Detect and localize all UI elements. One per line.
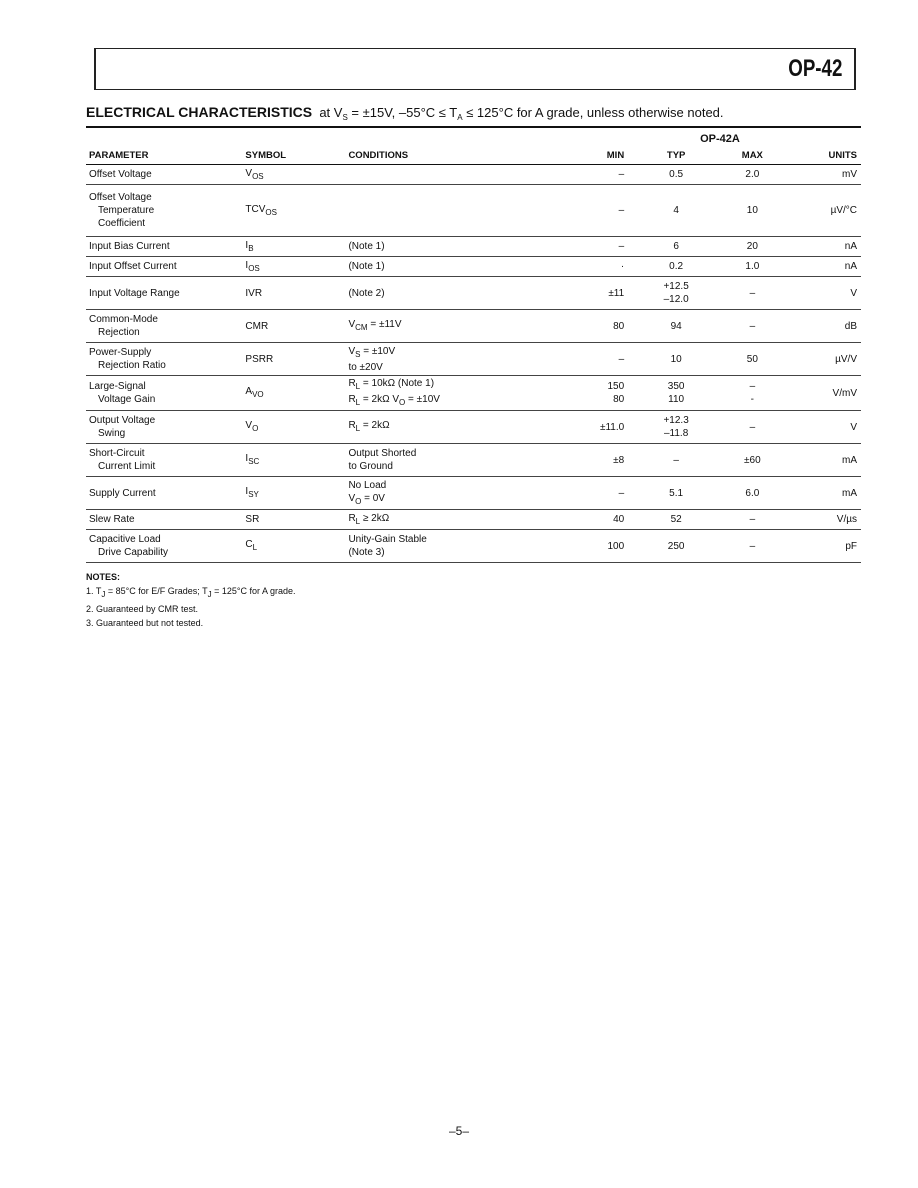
- cell-typ: [636, 411, 717, 444]
- cell-max-value: –: [749, 514, 756, 525]
- symbol-text: PSRR: [245, 353, 274, 365]
- parameter-line: Current Limit: [98, 461, 156, 472]
- cell-typ: [636, 444, 717, 477]
- section-heading: ELECTRICAL CHARACTERISTICS: [86, 104, 313, 120]
- cell-symbol: [242, 411, 345, 444]
- cell-typ-value: –12.0: [663, 294, 689, 305]
- note-item: 2. Guaranteed by CMR test.: [86, 604, 199, 614]
- cell-conditions: [345, 510, 565, 530]
- cell-max-value: ±60: [744, 454, 761, 466]
- table-row: [86, 376, 861, 411]
- cell-typ: [636, 165, 717, 185]
- condition-line: $R_L = 2k\Omega$: [348, 420, 390, 433]
- cell-conditions: [345, 444, 565, 477]
- cell-typ: [636, 310, 717, 343]
- notes: [86, 570, 295, 630]
- cell-max: [717, 530, 789, 563]
- cell-parameter: [86, 444, 242, 477]
- cell-min: [565, 185, 636, 237]
- condition-line: (Note 3): [348, 547, 385, 558]
- cell-conditions: [345, 310, 565, 343]
- symbol-text: C: [245, 539, 253, 550]
- table-row: [86, 310, 861, 343]
- cell-max: [717, 376, 789, 411]
- parameter-line: Offset Voltage: [89, 169, 152, 180]
- cell-min-value: ·: [620, 261, 625, 272]
- parameter-line: Output Voltage: [89, 415, 156, 426]
- notes-title: NOTES:: [86, 572, 121, 582]
- condition-line: $R_L = 2k\Omega$ $V_O = \pm 10V$: [348, 394, 440, 407]
- cell-conditions: [345, 185, 565, 237]
- cell-max-value: 1.0: [745, 261, 760, 272]
- cell-parameter: [86, 510, 242, 530]
- condition-line: $R_L = 10k\Omega$ (Note 1): [348, 378, 435, 391]
- cell-symbol: [242, 477, 345, 510]
- cell-typ-value: 0.2: [669, 261, 684, 272]
- cell-min: [565, 237, 636, 257]
- cell-min-value: –: [618, 353, 625, 365]
- table-row: [86, 444, 861, 477]
- symbol-text: I: [245, 239, 249, 251]
- symbol-text: A: [245, 386, 253, 397]
- condition-line: $R_L \ge 2k\Omega$: [348, 512, 390, 526]
- parameter-line: Temperature: [98, 205, 155, 216]
- table-row: [86, 477, 861, 510]
- table-row: [86, 343, 861, 376]
- symbol-text: IVR: [245, 287, 263, 299]
- table-row: [86, 510, 861, 530]
- symbol-text: CMR: [245, 320, 269, 332]
- parameter-line: Swing: [98, 428, 126, 439]
- condition-line: to ±20V: [348, 361, 383, 373]
- cell-units: V: [850, 287, 857, 299]
- col-conditions: CONDITIONS: [345, 146, 565, 165]
- symbol-subscript: OS: [252, 171, 264, 181]
- title-rule: [86, 126, 861, 128]
- table-row: [86, 237, 861, 257]
- cell-min: [565, 310, 636, 343]
- cell-typ-value: +12.5: [663, 281, 689, 292]
- cell-max-value: -: [750, 394, 755, 405]
- cell-min: [565, 444, 636, 477]
- symbol-text: I: [245, 259, 249, 271]
- symbol-text: V: [245, 167, 253, 179]
- cell-typ-value: +12.3: [663, 415, 689, 426]
- cell-min: [565, 530, 636, 563]
- cell-min-value: ±8: [613, 454, 625, 466]
- cell-typ: [636, 257, 717, 277]
- table-row: [86, 165, 861, 185]
- col-symbol: SYMBOL: [242, 146, 345, 165]
- cell-units: mV: [842, 169, 857, 180]
- title-sub-a: A: [457, 113, 463, 122]
- cell-units: dB: [844, 320, 857, 332]
- condition-line: $V_S = \pm 10V$: [348, 345, 396, 359]
- cell-conditions: [345, 257, 565, 277]
- cell-min-value: 40: [613, 514, 625, 525]
- cell-typ-value: 6: [673, 241, 679, 252]
- condition-line: (Note 1): [348, 241, 385, 252]
- title-sub-s: S: [342, 113, 348, 122]
- cell-min: [565, 165, 636, 185]
- cell-typ-value: 4: [673, 205, 679, 216]
- header-box: [94, 48, 856, 90]
- cell-max: [717, 185, 789, 237]
- cell-units: µV/°C: [830, 205, 857, 216]
- cell-min-value: –: [618, 205, 625, 216]
- cell-typ-value: 110: [668, 394, 685, 405]
- cell-max: [717, 277, 789, 310]
- cell-conditions: [345, 237, 565, 257]
- cell-typ: [636, 237, 717, 257]
- cell-typ-value: 0.5: [669, 169, 684, 180]
- condition-line: to Ground: [348, 461, 393, 472]
- cell-min: [565, 477, 636, 510]
- cell-typ-value: 10: [670, 353, 682, 365]
- cell-conditions: [345, 343, 565, 376]
- cell-parameter: [86, 310, 242, 343]
- condition-line: Unity-Gain Stable: [348, 534, 427, 545]
- cell-typ: [636, 376, 717, 411]
- cell-units: mA: [842, 454, 857, 466]
- cell-max-value: 50: [746, 353, 758, 365]
- symbol-subscript: B: [248, 243, 254, 253]
- cell-max: [717, 510, 789, 530]
- cell-max-value: 2.0: [745, 169, 760, 180]
- cell-units: mA: [842, 487, 857, 499]
- cell-typ: [636, 510, 717, 530]
- cell-min: [565, 343, 636, 376]
- cell-units: µV/V: [835, 353, 857, 365]
- cell-parameter: [86, 165, 242, 185]
- note-item: 3. Guaranteed but not tested.: [86, 618, 204, 628]
- condition-line: Output Shorted: [348, 448, 417, 459]
- parameter-line: Supply Current: [89, 487, 156, 499]
- cell-min: [565, 376, 636, 411]
- cell-parameter: [86, 530, 242, 563]
- table-row: [86, 411, 861, 444]
- parameter-line: Short-Circuit: [89, 448, 145, 459]
- parameter-line: Input Offset Current: [89, 261, 177, 272]
- cell-typ-value: 5.1: [669, 487, 684, 499]
- cell-parameter: [86, 185, 242, 237]
- cell-max: [717, 237, 789, 257]
- parameter-line: Large-Signal: [89, 381, 146, 392]
- note-item: 1. $T_J = 85^\circ C$ for E/F Grades; $T_J = 125^\circ C$ for A grade.: [86, 586, 296, 599]
- cell-typ: [636, 530, 717, 563]
- symbol-subscript: O: [252, 424, 259, 433]
- col-typ: TYP: [636, 146, 717, 165]
- cell-typ: [636, 477, 717, 510]
- cell-symbol: [242, 277, 345, 310]
- grade-group-label: OP-42A: [700, 133, 740, 145]
- condition-line: $V_O = 0V$: [348, 492, 385, 506]
- cell-units: V: [850, 421, 857, 433]
- cell-conditions: [345, 277, 565, 310]
- cell-symbol: [242, 257, 345, 277]
- cell-typ-value: 52: [670, 514, 682, 525]
- page-number: –5–: [448, 1124, 470, 1138]
- electrical-characteristics-table: [86, 146, 861, 563]
- cell-units: V/mV: [832, 387, 857, 399]
- cell-max: [717, 310, 789, 343]
- cell-parameter: [86, 343, 242, 376]
- table-row: [86, 277, 861, 310]
- cell-symbol: [242, 444, 345, 477]
- cell-min-value: ±11: [608, 287, 625, 299]
- cell-symbol: [242, 530, 345, 563]
- title-cond-mid: = ±15V, –55°C ≤ T: [347, 105, 458, 120]
- condition-line: No Load: [348, 479, 387, 491]
- col-parameter: PARAMETER: [86, 146, 242, 165]
- table-row: [86, 530, 861, 563]
- parameter-line: Voltage Gain: [98, 394, 156, 405]
- parameter-line: Slew Rate: [89, 514, 135, 525]
- section-title: [86, 104, 724, 122]
- symbol-subscript: OS: [248, 263, 260, 273]
- cell-units: nA: [844, 261, 857, 272]
- cell-typ-value: –: [673, 454, 679, 466]
- cell-symbol: [242, 510, 345, 530]
- parameter-line: Rejection Ratio: [98, 360, 166, 371]
- parameter-line: Capacitive Load: [89, 534, 161, 545]
- cell-conditions: [345, 411, 565, 444]
- col-units: UNITS: [789, 146, 861, 165]
- col-max: MAX: [717, 146, 789, 165]
- symbol-text: I: [245, 486, 249, 497]
- parameter-line: Input Voltage Range: [89, 287, 180, 299]
- cell-symbol: [242, 185, 345, 237]
- symbol-subscript: L: [252, 543, 258, 552]
- cell-typ-value: 250: [667, 540, 685, 552]
- cell-max-value: –: [749, 540, 756, 552]
- cell-units: nA: [844, 241, 857, 252]
- cell-min-value: ±11.0: [599, 421, 625, 433]
- cell-min-value: –: [618, 487, 625, 499]
- cell-symbol: [242, 310, 345, 343]
- cell-min-value: 80: [613, 394, 625, 405]
- cell-min: [565, 277, 636, 310]
- cell-parameter: [86, 411, 242, 444]
- cell-symbol: [242, 237, 345, 257]
- table-row: [86, 257, 861, 277]
- parameter-line: Coefficient: [98, 218, 146, 229]
- cell-min: [565, 411, 636, 444]
- cell-max-value: –: [749, 320, 756, 332]
- cell-max: [717, 257, 789, 277]
- cell-typ: [636, 185, 717, 237]
- symbol-subscript: VO: [252, 390, 264, 399]
- cell-typ: [636, 343, 717, 376]
- cell-typ-value: 350: [667, 381, 685, 392]
- cell-parameter: [86, 257, 242, 277]
- condition-line: (Note 1): [348, 261, 385, 272]
- cell-conditions: [345, 376, 565, 411]
- symbol-subscript: OS: [265, 207, 277, 217]
- cell-max: [717, 477, 789, 510]
- cell-max: [717, 444, 789, 477]
- cell-max-value: 20: [746, 241, 758, 252]
- parameter-line: Offset Voltage: [89, 192, 152, 203]
- symbol-text: TCV: [245, 203, 266, 215]
- cell-symbol: [242, 376, 345, 411]
- cell-max: [717, 411, 789, 444]
- cell-conditions: [345, 477, 565, 510]
- cell-min: [565, 510, 636, 530]
- cell-parameter: [86, 237, 242, 257]
- cell-min-value: –: [618, 241, 625, 252]
- cell-max-value: 10: [746, 205, 758, 216]
- cell-max: [717, 165, 789, 185]
- cell-typ-value: 94: [670, 320, 682, 332]
- cell-typ-value: –11.8: [663, 428, 689, 439]
- cell-parameter: [86, 376, 242, 411]
- parameter-line: Drive Capability: [98, 547, 169, 558]
- cell-symbol: [242, 165, 345, 185]
- cell-max-value: –: [749, 287, 756, 299]
- cell-units: pF: [845, 540, 857, 552]
- cell-min-value: 150: [607, 381, 625, 392]
- cell-units: V/µs: [836, 514, 857, 525]
- cell-symbol: [242, 343, 345, 376]
- cell-max-value: 6.0: [745, 487, 760, 499]
- title-cond-end: ≤ 125°C for A grade, unless otherwise noted.: [462, 105, 724, 120]
- title-at: at V: [319, 105, 343, 120]
- parameter-line: Input Bias Current: [89, 241, 170, 252]
- condition-line: $V_{CM} = \pm 11V$: [348, 319, 402, 332]
- cell-conditions: [345, 165, 565, 185]
- notes-list: [86, 584, 295, 630]
- symbol-text: SR: [245, 514, 260, 525]
- cell-max-value: –: [749, 381, 756, 392]
- symbol-text: I: [245, 453, 249, 464]
- col-min: MIN: [565, 146, 636, 165]
- cell-conditions: [345, 530, 565, 563]
- part-number: OP-42: [787, 55, 842, 82]
- symbol-text: V: [245, 420, 253, 431]
- condition-line: (Note 2): [348, 287, 385, 299]
- table-body: [86, 165, 861, 563]
- cell-min-value: 80: [613, 320, 625, 332]
- cell-max-value: –: [749, 421, 756, 433]
- cell-typ: [636, 277, 717, 310]
- table-header-row: [86, 146, 861, 165]
- cell-max: [717, 343, 789, 376]
- table-row: [86, 185, 861, 237]
- cell-min: [565, 257, 636, 277]
- cell-parameter: [86, 277, 242, 310]
- parameter-line: Common-Mode: [89, 314, 158, 325]
- cell-min-value: –: [618, 169, 625, 180]
- symbol-subscript: SC: [248, 457, 260, 466]
- cell-min-value: 100: [607, 540, 625, 552]
- symbol-subscript: SY: [248, 490, 259, 499]
- cell-parameter: [86, 477, 242, 510]
- parameter-line: Power-Supply: [89, 347, 152, 358]
- parameter-line: Rejection: [98, 327, 140, 338]
